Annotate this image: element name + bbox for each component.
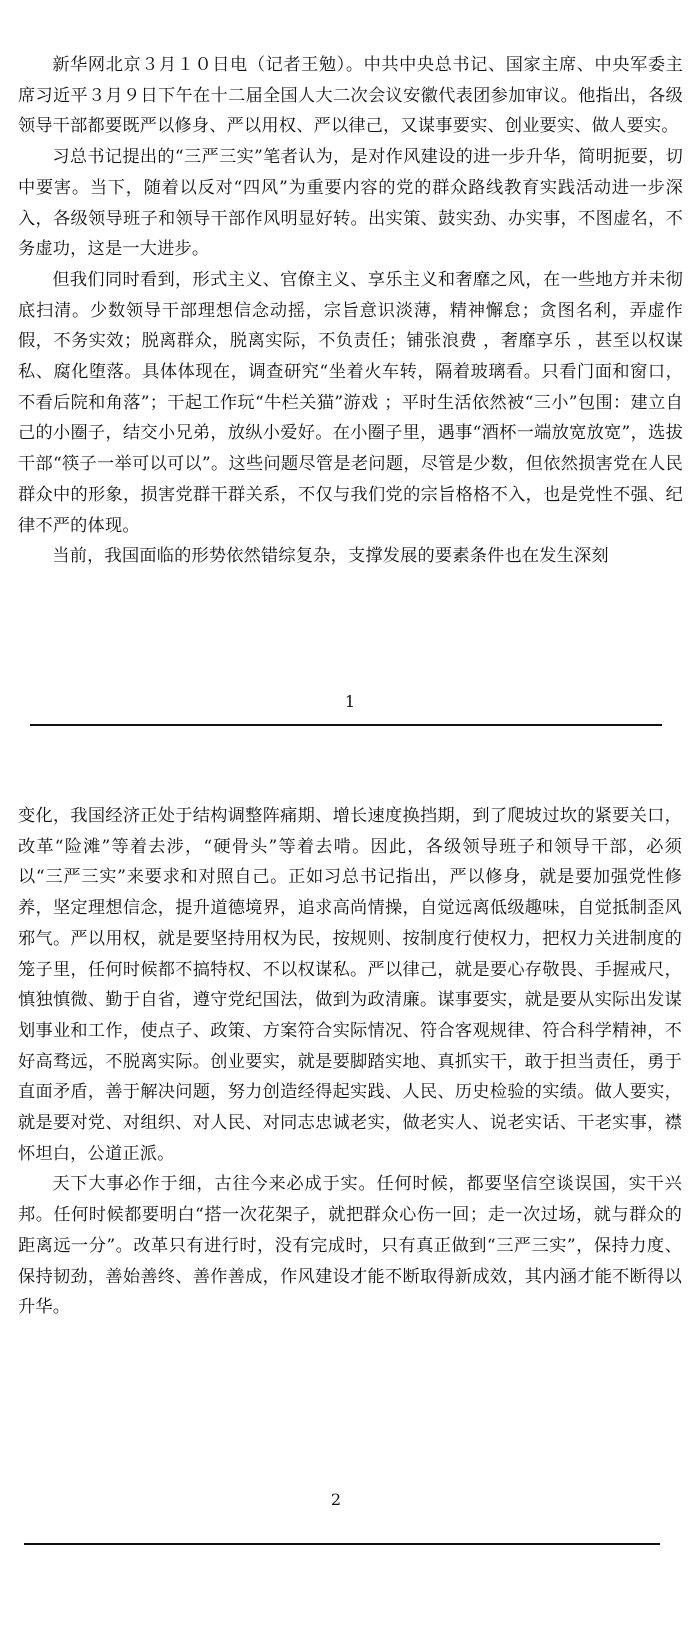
document-page-2 (0, 770, 700, 1640)
page-number: 1 (344, 692, 356, 711)
page-body (18, 50, 683, 572)
page-number: 2 (330, 1490, 342, 1509)
document-page-1 (0, 0, 700, 770)
paragraph: 当前，我国面临的形势依然错综复杂，支撑发展的要素条件也在发生深刻 (52, 546, 609, 567)
paragraph-continued: 变化，我国经济正处于结构调整阵痛期、增长速度换挡期，到了爬坡过坎的紧要关口，改革“险滩”等着去涉，“硬骨头”等着去啃。因此，各级领导班子和领导干部，必须以“三严三实”来要求和对照自己。正如习总书记指出，严以修身，就是要加强党性修养，坚定理想信念，提升道德境界，追求高尚情操，自觉远离低级趣味，自觉抵制歪风邪气。严以用权，就是要坚持用权为民，按规则、按制度行使权力，把权力关进制度的笼子里，任何时候都不搞特权、不以权谋私。严以律己，就是要心存敬畏、手握戒尺，慎独慎微、勤于自省，遵守党纪国法，做到为政清廉。谋事要实，就是要从实际出发谋划事业和工作，使点子、政策、方案符合实际情况、符合客观规律、符合科学精神，不好高骛远，不脱离实际。创业要实，就是要脚踏实地、真抓实干，敢于担当责任，勇于直面矛盾，善于解决问题，努力创造经得起实践、人民、历史检验的实绩。做人要实，就是要对党、对组织、对人民、对同志忠诚老实，做老实人、说老实话、干老实事，襟怀坦白，公道正派。 (18, 806, 682, 1164)
paragraph: 但我们同时看到，形式主义、官僚主义、享乐主义和奢靡之风，在一些地方并未彻底扫清。少数领导干部理想信念动摇，宗旨意识淡薄，精神懈怠；贪图名利，弄虚作假，不务实效；脱离群众，脱离实际，不负责任；铺张浪费 ，奢靡享乐 ，甚至以权谋私、腐化堕落。具体体现在，调查研究“坐着火车转，隔着玻璃看。只看门面和窗口，不看后院和角落”；干起工作玩“牛栏关猫”游戏 ；平时生活依然被“三小”包围：建立自己的小圈子，结交小兄弟，放纵小爱好。在小圈子里，遇事“酒杯一端放宽放宽”，选拔干部“筷子一举可以可以”。这些问题尽管是老问题，尽管是少数，但依然损害党在人民群众中的形象，损害党群干群关系，不仅与我们党的宗旨格格不入，也是党性不强、纪律不严的体现。 (18, 269, 683, 536)
page-bottom-rule (24, 1543, 660, 1545)
page-body (18, 801, 682, 1323)
paragraph: 习总书记提出的“三严三实”笔者认为，是对作风建设的进一步升华，简明扼要，切中要害。当下，随着以反对“四风”为重要内容的党的群众路线教育实践活动进一步深入，各级领导班子和领导干部作风明显好转。出实策、鼓实劲、办实事，不图虚名，不务虚功，这是一大进步。 (18, 147, 683, 260)
paragraph: 天下大事必作于细，古往今来必成于实。任何时候，都要坚信空谈误国，实干兴邦。任何时候都要明白“搭一次花架子，就把群众心伤一回；走一次过场，就与群众的距离远一分”。改革只有进行时，没有完成时，只有真正做到“三严三实”，保持力度、保持韧劲，善始善终、善作善成，作风建设才能不断取得新成效，其内涵才能不断得以升华。 (18, 1174, 682, 1318)
paragraph: 新华网北京３月１０日电（记者王勉）。中共中央总书记、国家主席、中央军委主席习近平３月９日下午在十二届全国人大二次会议安徽代表团参加审议。他指出，各级领导干部都要既严以修身、严以用权、严以律己，又谋事要实、创业要实、做人要实。 (18, 55, 683, 137)
page-bottom-rule (30, 724, 662, 726)
